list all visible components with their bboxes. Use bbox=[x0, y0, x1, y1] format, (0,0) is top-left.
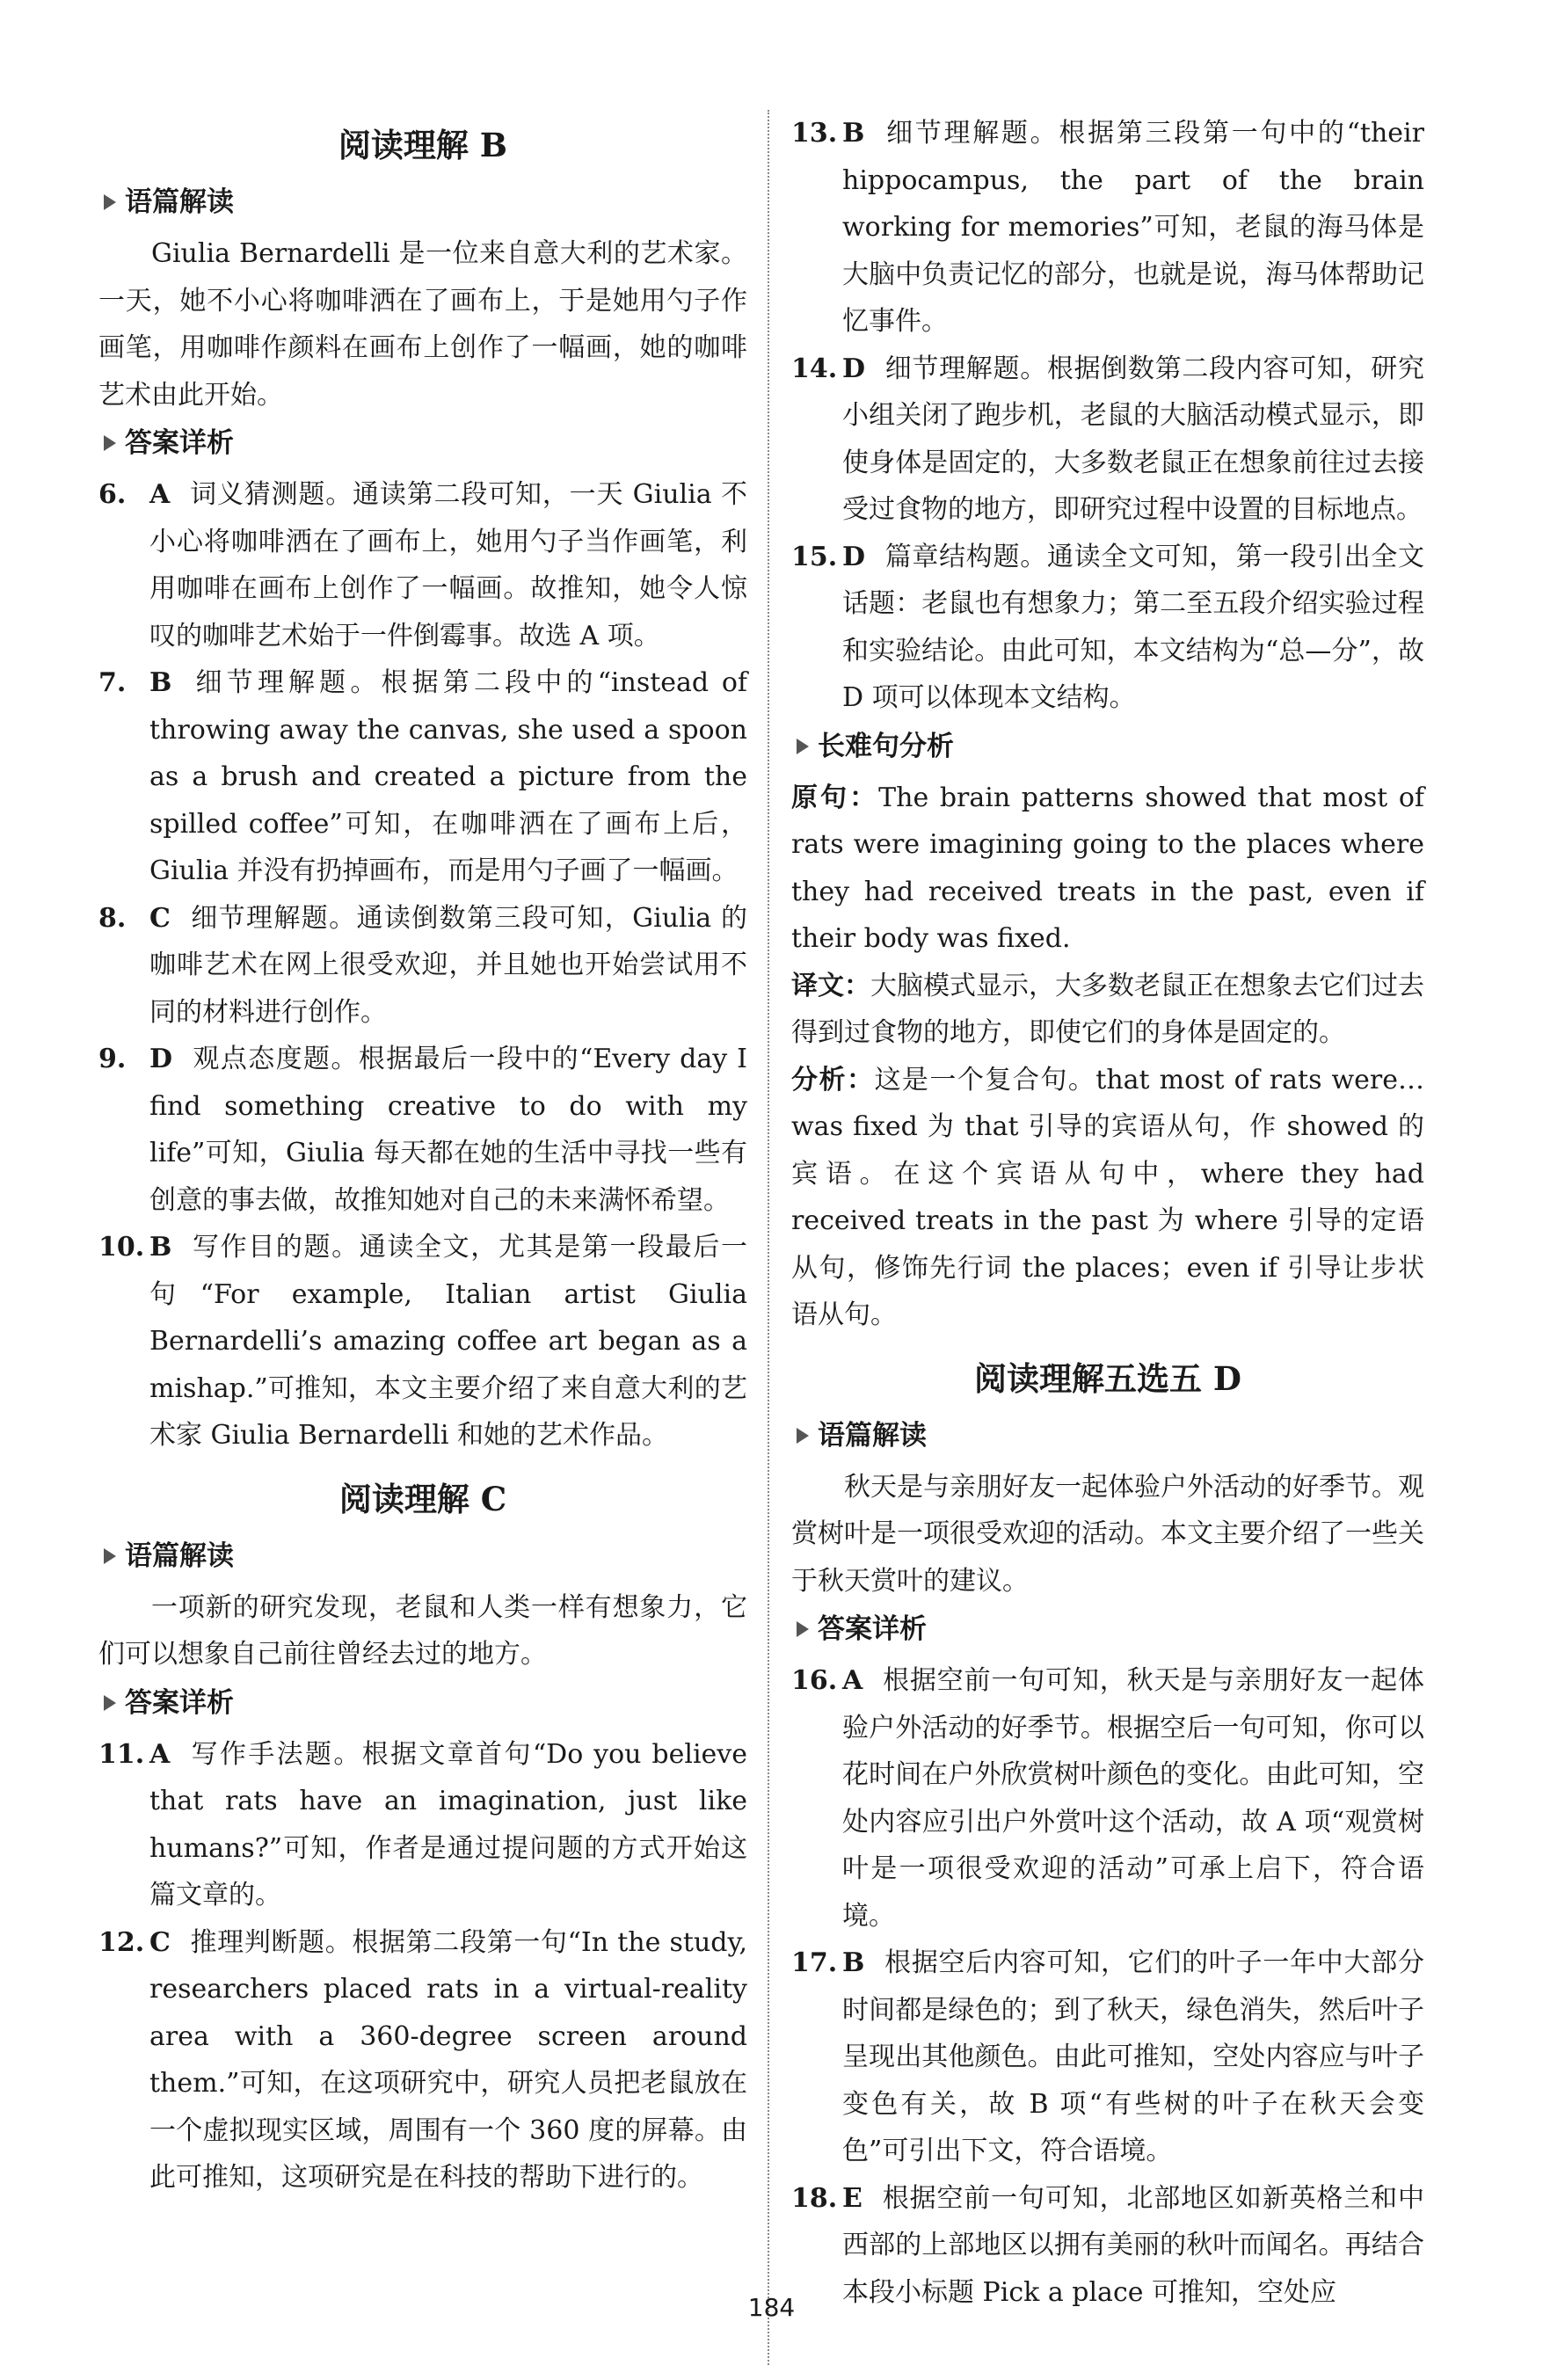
triangle-bullet-icon bbox=[797, 1621, 809, 1637]
question-17: 17. B 根据空后内容可知，它们的叶子一年中大部分时间都是绿色的；到了秋天，绿色消失，然后叶子呈现出其他颜色。由此可推知，空处内容应与叶子变色有关，故 B 项“有些树的叶子在秋天会变色”可引出下文，符合语境。 bbox=[791, 1947, 1424, 2166]
translation: 译文：大脑模式显示，大多数老鼠正在想象去它们过去得到过食物的地方，即使它们的身体是固定的。 bbox=[791, 970, 1424, 1048]
right-column bbox=[791, 110, 1424, 2316]
triangle-bullet-icon bbox=[104, 1695, 116, 1711]
reading-label-c: 语篇解读 bbox=[98, 1537, 747, 1576]
triangle-bullet-icon bbox=[104, 435, 116, 451]
answers-label-d: 答案详析 bbox=[791, 1610, 1424, 1649]
question-11: 11. A 写作手法题。根据文章首句“Do you believe that rats have an imagination, just like humans?”可知，作者是通过提问题的方式开始这篇文章的。 bbox=[98, 1738, 747, 1911]
section-title-d: 阅读理解五选五 D bbox=[974, 1358, 1241, 1398]
reading-label-d: 语篇解读 bbox=[791, 1416, 1424, 1455]
reading-label-b: 语篇解读 bbox=[98, 183, 747, 222]
section-title-b: 阅读理解 B bbox=[338, 126, 508, 164]
left-column bbox=[98, 106, 747, 2202]
question-7: 7. B 细节理解题。根据第二段中的“instead of throwing away the canvas, she used a spoon as a brush and created a picture from the spilled coffee”可知，在咖啡洒在了画布上后，Giulia 并没有扔掉画布，而是用勺子画了一幅画。 bbox=[98, 667, 747, 886]
triangle-bullet-icon bbox=[797, 739, 809, 754]
reading-summary-b: Giulia Bernardelli 是一位来自意大利的艺术家。一天，她不小心将咖啡洒在了画布上，于是她用勺子作画笔，用咖啡作颜料在画布上创作了一幅画，她的咖啡艺术由此开始。 bbox=[98, 238, 747, 411]
question-18: 18. E 根据空前一句可知，北部地区如新英格兰和中西部的上部地区以拥有美丽的秋叶而闻名。再结合本段小标题 Pick a place 可推知，空处应 bbox=[791, 2182, 1424, 2308]
page-number: 184 bbox=[747, 2293, 796, 2322]
original-sentence: 原句：The brain patterns showed that most of rats were imagining going to the places where they had received treats in the past, even if their body was fixed. bbox=[791, 782, 1424, 954]
question-9: 9. D 观点态度题。根据最后一段中的“Every day I find something creative to do with my life”可知，Giulia 每天都在她的生活中寻找一些有创意的事去做，故推知她对自己的未来满怀希望。 bbox=[98, 1044, 747, 1216]
question-13: 13. B 细节理解题。根据第三段第一句中的“their hippocampus, the part of the brain working for memories”可知，老鼠的海马体是大脑中负责记忆的部分，也就是说，海马体帮助记忆事件。 bbox=[791, 118, 1424, 337]
question-12: 12. C 推理判断题。根据第二段第一句“In the study, researchers placed rats in a virtual-reality area with a 360-degree screen around them.”可知，在这项研究中，研究人员把老鼠放在一个虚拟现实区域，周围有一个 360 度的屏幕。由此可推知，这项研究是在科技的帮助下进行的。 bbox=[98, 1926, 747, 2193]
answers-label-b: 答案详析 bbox=[98, 424, 747, 462]
question-14: 14. D 细节理解题。根据倒数第二段内容可知，研究小组关闭了跑步机，老鼠的大脑活动模式显示，即使身体是固定的，大多数老鼠正在想象前往过去接受过食物的地方，即研究过程中设置的目标地点。 bbox=[791, 353, 1424, 525]
question-10: 10. B 写作目的题。通读全文，尤其是第一段最后一句“For example, Italian artist Giulia Bernardelli’s amazing coffee art began as a mishap.”可推知，本文主要介绍了来自意大利的艺术家 Giulia Bernardelli 和她的艺术作品。 bbox=[98, 1232, 747, 1451]
column-divider bbox=[768, 110, 769, 2365]
triangle-bullet-icon bbox=[104, 194, 116, 210]
question-8: 8. C 细节理解题。通读倒数第三段可知，Giulia 的咖啡艺术在网上很受欢迎，并且她也开始尝试用不同的材料进行创作。 bbox=[98, 902, 747, 1028]
question-6: 6. A 词义猜测题。通读第二段可知，一天 Giulia 不小心将咖啡洒在了画布上，她用勺子当作画笔，利用咖啡在画布上创作了一幅画。故推知，她令人惊叹的咖啡艺术始于一件倒霉事。故选 A 项。 bbox=[98, 479, 747, 651]
question-15: 15. D 篇章结构题。通读全文可知，第一段引出全文话题：老鼠也有想象力；第二至五段介绍实验过程和实验结论。由此可知，本文结构为“总—分”，故 D 项可以体现本文结构。 bbox=[791, 541, 1424, 713]
reading-summary-c: 一项新的研究发现，老鼠和人类一样有想象力，它们可以想象自己前往曾经去过的地方。 bbox=[98, 1591, 747, 1670]
section-title-c: 阅读理解 C bbox=[338, 1479, 507, 1518]
answers-label-c: 答案详析 bbox=[98, 1684, 747, 1722]
reading-summary-d: 秋天是与亲朋好友一起体验户外活动的好季节。观赏树叶是一项很受欢迎的活动。本文主要介绍了一些关于秋天赏叶的建议。 bbox=[791, 1471, 1424, 1597]
analysis: 分析：这是一个复合句。that most of rats were…was fixed 为 that 引导的宾语从句，作 showed 的宾语。在这个宾语从句中，where they had received treats in the past 为 where 引导的定语从句，修饰先行词 the places；even if 引导让步状语从句。 bbox=[791, 1064, 1425, 1330]
triangle-bullet-icon bbox=[797, 1428, 809, 1444]
question-16: 16. A 根据空前一句可知，秋天是与亲朋好友一起体验户外活动的好季节。根据空后一句可知，你可以花时间在户外欣赏树叶颜色的变化。由此可知，空处内容应引出户外赏叶这个活动，故 A 项“观赏树叶是一项很受欢迎的活动”可承上启下，符合语境。 bbox=[791, 1665, 1424, 1932]
triangle-bullet-icon bbox=[104, 1548, 116, 1564]
sentence-analysis-label: 长难句分析 bbox=[791, 727, 1424, 766]
